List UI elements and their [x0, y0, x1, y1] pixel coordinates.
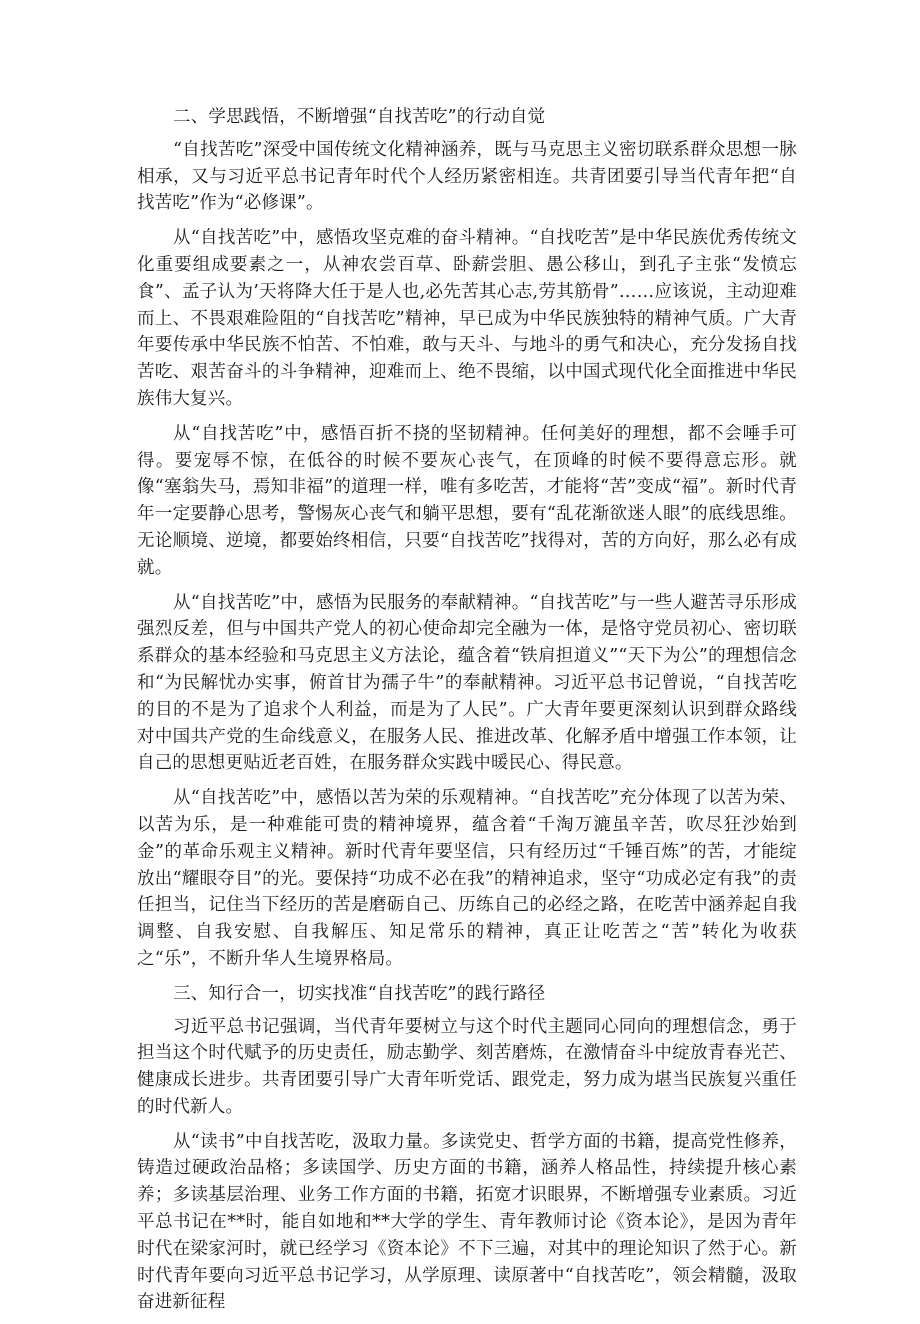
paragraph: 从“自找苦吃”中，感悟为民服务的奉献精神。“自找苦吃”与一些人避苦寻乐形成强烈反差，但与中国共产党人的初心使命却完全融为一体，是恪守党员初心、密切联系群众的基本经验和马克思主义方法论，蕴含着“铁肩担道义”“天下为公”的理想信念和“为民解忧办实事，俯首甘为孺子牛”的奉献精神。习近平总书记曾说，“自找苦吃的目的不是为了追求个人利益，而是为了人民”。广大青年要更深刻认识到群众路线对中国共产党的生命线意义，在服务人民、推进改革、化解矛盾中增强工作本领，让自己的思想更贴近老百姓，在服务群众实践中暖民心、得民意。	[137, 592, 797, 774]
section-heading-2: 二、学思践悟，不断增强“自找苦吃”的行动自觉	[173, 107, 546, 127]
paragraph: 从“自找苦吃”中，感悟以苦为荣的乐观精神。“自找苦吃”充分体现了以苦为荣、以苦为乐，是一种难能可贵的精神境界，蕴含着“千淘万漉虽辛苦，吹尽狂沙始到金”的革命乐观主义精神。新时代青年要坚信，只有经历过“千锤百炼”的苦，才能绽放出“耀眼夺目”的光。要保持“功成不必在我”的精神追求，坚守“功成必定有我”的责任担当，记住当下经历的苦是磨砺自己、历练自己的必经之路，在吃苦中涵养起自我调整、自我安慰、自我解压、知足常乐的精神，真正让吃苦之“苦”转化为收获之“乐”，不断升华人生境界格局。	[137, 788, 797, 969]
paragraph: 从“自找苦吃”中，感悟攻坚克难的奋斗精神。“自找吃苦”是中华民族优秀传统文化重要组成要素之一，从神农尝百草、卧薪尝胆、愚公移山，到孔子主张“发愤忘食”、孟子认为’天将降大任于是人也,必先苦其心志,劳其筋骨”……应该说，主动迎难而上、不畏艰难险阻的“自找苦吃”精神，早已成为中华民族独特的精神气质。广大青年要传承中华民族不怕苦、不怕难，敢与天斗、与地斗的勇气和决心，充分发扬自找苦吃、艰苦奋斗的斗争精神，迎难而上、绝不畏缩，以中国式现代化全面推进中华民族伟大复兴。	[137, 228, 797, 409]
paragraph: 习近平总书记强调，当代青年要树立与这个时代主题同心同向的理想信念，勇于担当这个时代赋予的历史责任，励志勤学、刻苦磨炼，在激情奋斗中绽放青春光芒、健康成长进步。共青团要引导广大青年听党话、跟党走，努力成为堪当民族复兴重任的时代新人。	[137, 1016, 797, 1117]
paragraph: 从“读书”中自找苦吃，汲取力量。多读党史、哲学方面的书籍，提高党性修养，铸造过硬政治品格；多读国学、历史方面的书籍，涵养人格品性，持续提升核心素养；多读基层治理、业务工作方面的书籍，拓宽才识眼界，不断增强专业素质。习近平总书记在**时，能自如地和**大学的学生、青年教师讨论《资本论》，是因为青年时代在梁家河时，就已经学习《资本论》不下三遍，对其中的理论知识了然于心。新时代青年要向习近平总书记学习，从学原理、读原著中“自找苦吃”，领会精髓，汲取奋进新征程	[137, 1131, 797, 1313]
section-heading-3: 三、知行合一，切实找准“自找苦吃”的践行路径	[173, 983, 546, 1004]
paragraph: “自找苦吃”深受中国传统文化精神涵养，既与马克思主义密切联系群众思想一脉相承，又与习近平总书记青年时代个人经历紧密相连。共青团要引导当代青年把“自找苦吃”作为“必修课”。	[137, 139, 797, 214]
document-body	[137, 104, 797, 1324]
paragraph: 从“自找苦吃”中，感悟百折不挠的坚韧精神。任何美好的理想，都不会唾手可得。要宠辱不惊，在低谷的时候不要灰心丧气，在顶峰的时候不要得意忘形。就像“塞翁失马，焉知非福”的道理一样，唯有多吃苦，才能将“苦”变成“福”。新时代青年一定要静心思考，警惕灰心丧气和躺平思想，要有“乱花渐欲迷人眼”的底线思维。无论顺境、逆境，都要始终相信，只要“自找苦吃”找得对，苦的方向好，那么必有成就。	[137, 423, 797, 578]
